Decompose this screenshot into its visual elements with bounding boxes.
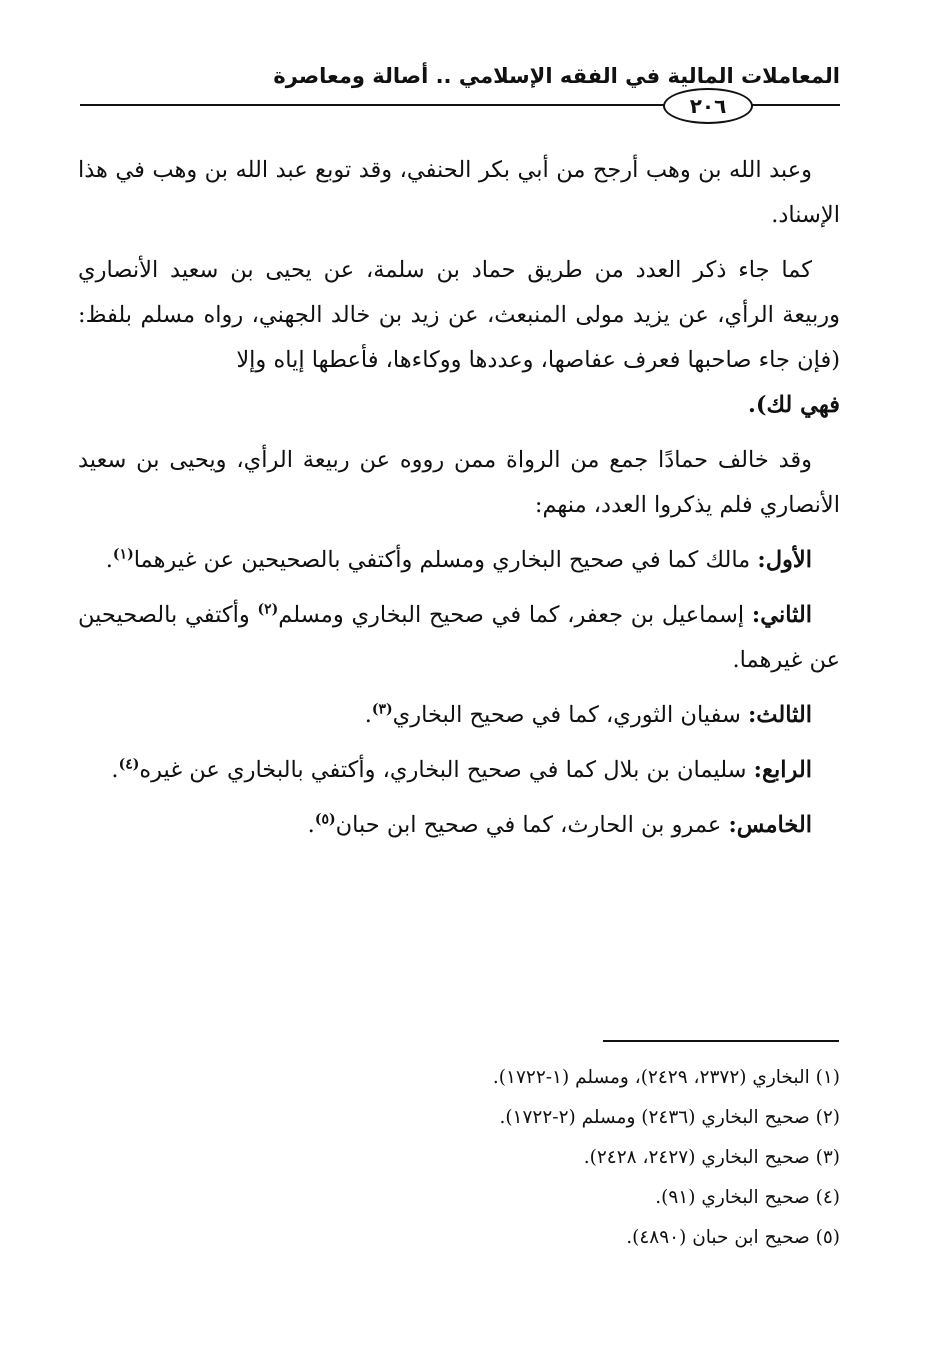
narrator-fifth (78, 803, 840, 848)
footnote-ref-1[interactable]: (١) (112, 546, 134, 563)
body-text (78, 148, 840, 858)
narrator-second-text-b: وأكتفي بالصحيحين عن غيرهما. (78, 602, 840, 673)
narrator-first-text: مالك كما في صحيح البخاري ومسلم وأكتفي بالصحيحين عن غيرهما (133, 547, 751, 573)
narrator-first-end: . (105, 547, 113, 573)
narrator-fifth-end: . (307, 812, 315, 838)
paragraph-2-main: كما جاء ذكر العدد من طريق حماد بن سلمة، عن يحيى بن سعيد الأنصاري وربيعة الرأي، عن يزيد مولى المنبعث، عن زيد بن خالد الجهني، رواه مسلم بلفظ: (فإن جاء صاحبها فعرف عفاصها، وعددها ووكاءها، فأعطها إياه وإلا (78, 257, 840, 373)
narrator-second (78, 593, 840, 683)
narrator-first (78, 538, 840, 583)
narrator-third (78, 693, 840, 738)
footnote-2: (٢) صحيح البخاري (٢٤٣٦) ومسلم (٢-١٧٢٢). (499, 1107, 840, 1128)
footnote-ref-3[interactable]: (٣) (371, 701, 393, 718)
footnotes (300, 1058, 840, 1258)
footnote-1: (١) البخاري (٢٣٧٢، ٢٤٢٩)، ومسلم (١-١٧٢٢). (492, 1067, 840, 1088)
footnote-4: (٤) صحيح البخاري (٩١). (655, 1187, 840, 1208)
paragraph-3: وقد خالف حمادًا جمع من الرواة ممن رووه عن ربيعة الرأي، ويحيى بن سعيد الأنصاري فلم يذكروا العدد، منهم: (78, 447, 840, 518)
page-number: ٢٠٦ (663, 88, 753, 124)
narrator-fourth-end: . (111, 757, 119, 783)
footnote-ref-5[interactable]: (٥) (314, 811, 336, 828)
narrator-third-text: سفيان الثوري، كما في صحيح البخاري (392, 702, 741, 728)
paragraph-2 (78, 248, 840, 428)
paragraph-1: وعبد الله بن وهب أرجح من أبي بكر الحنفي، وقد توبع عبد الله بن وهب في هذا الإسناد. (78, 157, 840, 228)
narrator-third-label: الثالث: (747, 702, 812, 728)
narrator-fifth-text: عمرو بن الحارث، كما في صحيح ابن حبان (335, 812, 722, 838)
narrator-first-label: الأول: (757, 547, 812, 573)
narrator-fourth-label: الرابع: (753, 757, 812, 783)
footnote-separator (603, 1040, 839, 1042)
footnote-ref-4[interactable]: (٤) (118, 756, 140, 773)
footnote-5: (٥) صحيح ابن حبان (٤٨٩٠). (626, 1227, 840, 1248)
paragraph-2-tail: فهي لك). (747, 392, 840, 418)
footnote-3: (٣) صحيح البخاري (٢٤٢٧، ٢٤٢٨). (583, 1147, 840, 1168)
narrator-fourth-text: سليمان بن بلال كما في صحيح البخاري، وأكتفي بالبخاري عن غيره (139, 757, 747, 783)
narrator-second-label: الثاني: (751, 602, 812, 628)
narrator-fourth (78, 748, 840, 793)
narrator-second-text-a: إسماعيل بن جعفر، كما في صحيح البخاري ومسلم (278, 602, 745, 628)
running-title: المعاملات المالية في الفقه الإسلامي .. أصالة ومعاصرة (273, 64, 840, 88)
footnote-ref-2[interactable]: (٢) (257, 601, 279, 618)
narrator-third-end: . (364, 702, 372, 728)
narrator-fifth-label: الخامس: (728, 812, 812, 838)
